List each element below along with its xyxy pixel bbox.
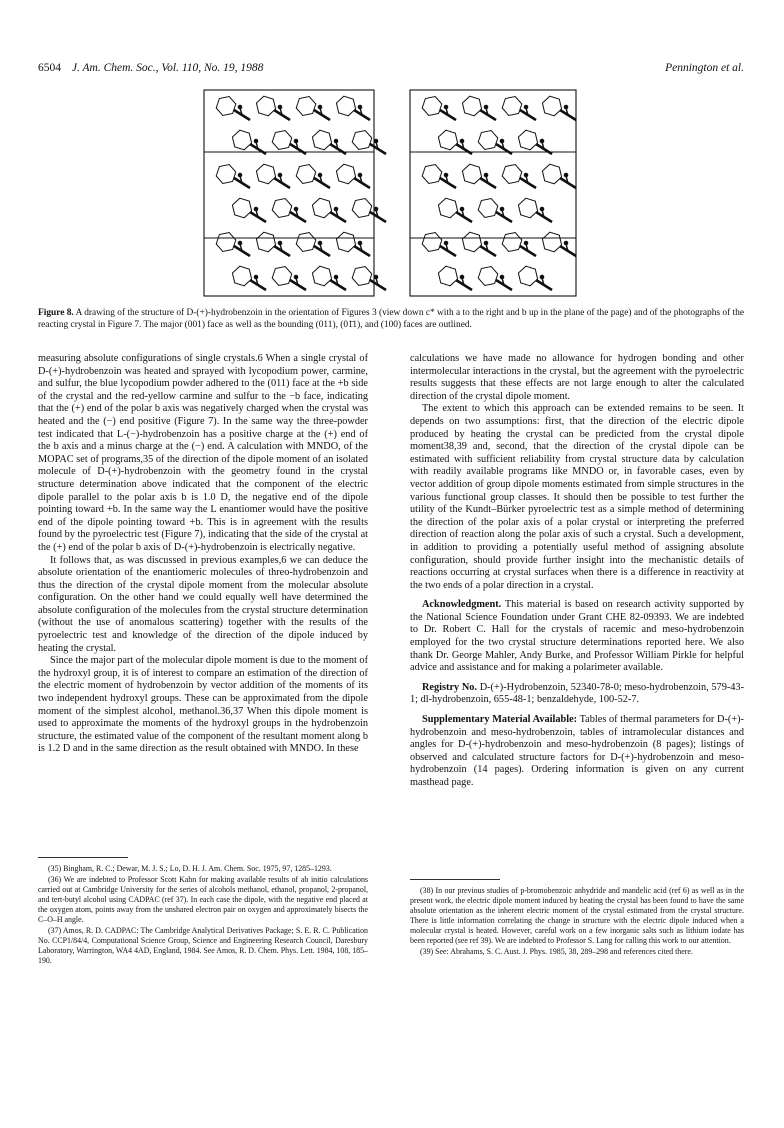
oxygen-atom (540, 275, 545, 280)
phenyl-ring (518, 266, 537, 286)
right-paragraph-2: The extent to which this approach can be extended remains to be seen. It depends on two assumptions: first, that the direction of the electric dipole produced by heating the crystal can be predicted from the crystal dipole moment38,39 and, second, that the direction of the crystal dipole can be estimated with sufficient reliability from crystal structure data by calculation with readily available programs like MNDO or, in favorable cases, even by vector addition of group dipole moments estimated from simple structures in the various functional group classes. It should then be possible to test further the utility of the Kundt–Bürker pyroelectric test as a simple method of determining the direction of the polar axis of a polar crystal or interpreting the preferred direction of reaction along the polar axis of such a crystal. Such a development, in addition to providing a potentially useful method of assigning absolute configuration, should provide further insight into the mechanistic details of reactions occurring at crystal surfaces when there is a difference in reactivity at the two ends of a polar direction in a crystal. (410, 403, 744, 591)
oxygen-atom (278, 173, 283, 178)
oxygen-atom (318, 173, 323, 178)
phenyl-ring (422, 165, 442, 184)
phenyl-ring (542, 96, 561, 116)
oxygen-atom (318, 241, 323, 246)
right-paragraph-1: calculations we have made no allowance for hydrogen bonding and other intermolecular interactions in the crystal, but the agreement with the pyroelectric results suggests that these effects are not large enough to alter the calculated direction of the crystal dipole moment. (410, 353, 744, 402)
acknowledgment (410, 599, 744, 675)
oxygen-atom (444, 105, 449, 110)
phenyl-ring (272, 199, 292, 218)
phenyl-ring (542, 164, 561, 184)
oxygen-atom (294, 207, 299, 212)
oxygen-atom (374, 275, 379, 280)
oxygen-atom (444, 241, 449, 246)
footnote-rule-left (38, 857, 128, 858)
phenyl-ring (216, 97, 236, 116)
oxygen-atom (540, 207, 545, 212)
supplementary-text: Tables of thermal parameters for D-(+)-hydrobenzoin and meso-hydrobenzoin, tables of intramolecular distances and angles for D-(+)-hydrobenzoin and meso-hydrobenzoin (8 pages); listings of observed and calculated structure factors for D-(+)-hydrobenzoin and meso-hydrobenzoin (14 pages). Ordering information is given on any current masthead page. (410, 714, 744, 788)
oxygen-atom (500, 139, 505, 144)
phenyl-ring (502, 97, 522, 116)
phenyl-ring (336, 96, 355, 116)
oxygen-atom (444, 173, 449, 178)
phenyl-ring (296, 165, 316, 184)
running-header (38, 62, 744, 78)
oxygen-atom (334, 275, 339, 280)
phenyl-ring (256, 232, 275, 252)
phenyl-ring (518, 130, 537, 150)
figure-8-stereo-drawing (200, 88, 580, 300)
oxygen-atom (484, 173, 489, 178)
phenyl-ring (232, 266, 251, 286)
registry-numbers (410, 682, 744, 707)
oxygen-atom (374, 207, 379, 212)
oxygen-atom (294, 275, 299, 280)
phenyl-ring (336, 232, 355, 252)
oxygen-atom (460, 139, 465, 144)
oxygen-atom (564, 105, 569, 110)
phenyl-ring (462, 96, 481, 116)
footnotes-right (410, 886, 744, 958)
phenyl-ring (438, 130, 457, 150)
phenyl-ring (542, 232, 561, 252)
acknowledgment-heading: Acknowledgment. (422, 599, 502, 611)
page-number: 6504 (38, 62, 61, 74)
oxygen-atom (254, 207, 259, 212)
right-column (410, 353, 744, 790)
phenyl-ring (272, 131, 292, 150)
oxygen-atom (294, 139, 299, 144)
oxygen-atom (334, 139, 339, 144)
phenyl-ring (502, 165, 522, 184)
figure-caption-text: A drawing of the structure of D-(+)-hydrobenzoin in the orientation of Figures 3 (view down c* with a to the right and b up in the plane of the page) and of the photographs of the reacting crystal in Figure 7. The major (001) face as well as the bounding (011), (01̄1), and (100) faces are outlined. (38, 308, 744, 330)
registry-text: D-(+)-Hydrobenzoin, 52340-78-0; meso-hydrobenzoin, 579-43-1; dl-hydrobenzoin, 655-48-1; benzaldehyde, 100-52-7. (410, 681, 745, 706)
header-left (38, 62, 263, 74)
oxygen-atom (278, 105, 283, 110)
oxygen-atom (524, 173, 529, 178)
phenyl-ring (478, 131, 498, 150)
oxygen-atom (564, 241, 569, 246)
oxygen-atom (254, 139, 259, 144)
phenyl-ring (478, 267, 498, 286)
phenyl-ring (438, 266, 457, 286)
phenyl-ring (296, 97, 316, 116)
phenyl-ring (352, 131, 372, 150)
oxygen-atom (500, 207, 505, 212)
phenyl-ring (216, 233, 236, 252)
oxygen-atom (278, 241, 283, 246)
phenyl-ring (256, 164, 275, 184)
oxygen-atom (500, 275, 505, 280)
phenyl-ring (272, 267, 292, 286)
oxygen-atom (254, 275, 259, 280)
left-paragraph-3: Since the major part of the molecular dipole moment is due to the moment of the hydroxyl group, it is of interest to compare an estimation of the direction of the electric moment of hydrobenzoin by vector addition of the moments of its two independent hydroxyl groups. These can be approximated from the dipole moment of the simplest alcohol, methanol.36,37 When this dipole moment is used to approximate the moments of the hydroxyl groups in the hydrobenzoin structure, the estimated value of the component of the resultant moment along b is 1.2 D and in the same direction as the result obtained with MNDO. In these (38, 655, 368, 755)
oxygen-atom (540, 139, 545, 144)
oxygen-atom (358, 173, 363, 178)
phenyl-ring (462, 232, 481, 252)
journal-citation: J. Am. Chem. Soc., Vol. 110, No. 19, 1988 (71, 62, 264, 74)
footnote-37: (37) Amos, R. D. CADPAC: The Cambridge Analytical Derivatives Package; S. E. R. C. Publication No. CCP1/84/4, Computational Science Group, Science and Engineering Research Council, Daresbury Laboratory, Warrington, WA4 4AD, England, 1984. See Amos, R. D. Chem. Phys. Lett. 1984, 108, 185–190. (38, 926, 368, 965)
supplementary-material (410, 714, 744, 790)
acknowledgment-text: This material is based on research activity supported by the National Science Foundation under Grant CHE 82-09393. We are indebted to Dr. Robert C. Hall for the crystals of racemic and meso-hydrobenzoin employed for the two crystal structure determinations reported here. We also thank Dr. George Mahler, Andy Burke, and Professor William Pirkle for helpful advice and assistance and for making a polarimeter available. (410, 599, 745, 674)
oxygen-atom (318, 105, 323, 110)
left-paragraph-1: measuring absolute configurations of single crystals.6 When a single crystal of D-(+)-hydrobenzoin was heated and sprayed with lycopodium power, carmine, and sulfur, the blue lycopodium powder adhered to the (011) face at the +b side of the crystal and the red-yellow carmine and sulfur to the −b face, indicating that the (+) end of the polar b axis was negatively charged when the crystal was heated and the (−) end positive (Figure 7). In the same way the three-powder test indicated that L-(−)-hydrobenzoin has a positive charge at the (+) end of the b axis and a minus charge at the (−) end. A calculation with MNDO, of the MOPAC set of programs,35 of the direction of the dipole moment of an isolated molecule of D-(+)-hydrobenzoin with the geometry found in the crystal structure determination above indicated that the component of the electric dipole parallel to the polar axis b is 1.0 D, the negative end of the dipole pointing toward +b. In the same way the L enantiomer would have the positive end of the dipole pointing toward +b. This is in agreement with the results found by the pyroelectric test (Figure 7), indicating that the side of the crystal at the (+) end of the polar b axis of D-(+)-hydrobenzoin is electrically negative. (38, 353, 368, 553)
registry-heading: Registry No. (422, 681, 478, 693)
phenyl-ring (256, 96, 275, 116)
phenyl-ring (462, 164, 481, 184)
phenyl-ring (312, 266, 331, 286)
oxygen-atom (484, 105, 489, 110)
oxygen-atom (484, 241, 489, 246)
oxygen-atom (524, 105, 529, 110)
phenyl-ring (216, 165, 236, 184)
footnote-39: (39) See: Abrahams, S. C. Aust. J. Phys. 1985, 38, 289–298 and references cited there. (420, 947, 693, 956)
phenyl-ring (232, 130, 251, 150)
footnote-38: (38) In our previous studies of p-bromobenzoic anhydride and mandelic acid (ref 6) as well as in the present work, the electric dipole moment induced by heating the crystal has been found to have the same absolute orientation as the inherent electric moment of the crystal estimated from the crystal structure. There is little information correlating the change in structure with the electric dipole induced when a molecular crystal is heated. However, careful work on a few inorganic salts such as lithium iodate has been reported (see ref 39). We are indebted to Professor S. Lang for calling this work to our attention. (410, 886, 744, 945)
oxygen-atom (460, 275, 465, 280)
supplementary-heading: Supplementary Material Available: (422, 714, 578, 726)
oxygen-atom (334, 207, 339, 212)
phenyl-ring (518, 198, 537, 218)
phenyl-ring (478, 199, 498, 218)
oxygen-atom (524, 241, 529, 246)
unit-cell-outline-right (410, 90, 576, 296)
oxygen-atom (358, 241, 363, 246)
footnote-35: (35) Bingham, R. C.; Dewar, M. J. S.; Lo, D. H. J. Am. Chem. Soc. 1975, 97, 1285–1293. (48, 864, 332, 873)
oxygen-atom (358, 105, 363, 110)
phenyl-ring (352, 267, 372, 286)
phenyl-ring (232, 198, 251, 218)
phenyl-ring (352, 199, 372, 218)
left-paragraph-2: It follows that, as was discussed in previous examples,6 we can deduce the absolute orientation of the enantiomeric molecules of threo-hydrobenzoin and thus the direction of the crystal dipole moment from the molecular absolute configuration. On the other hand we could equally well have determined the absolute configuration of the molecules from the crystal structure determination (without the use of anomalous scattering) together with the results of the pyroelectric test and knowledge of the direction of the dipole induced by heating the crystal. (38, 554, 368, 654)
phenyl-ring (422, 97, 442, 116)
header-authors: Pennington et al. (665, 62, 744, 74)
oxygen-atom (564, 173, 569, 178)
crystal-structure-drawing (200, 88, 580, 300)
phenyl-ring (336, 164, 355, 184)
phenyl-ring (438, 198, 457, 218)
footnotes-left (38, 864, 368, 967)
oxygen-atom (238, 105, 243, 110)
figure-caption-label: Figure 8. (38, 308, 74, 318)
phenyl-ring (296, 233, 316, 252)
oxygen-atom (238, 241, 243, 246)
footnote-rule-right (410, 879, 500, 880)
left-column (38, 353, 368, 756)
phenyl-ring (502, 233, 522, 252)
phenyl-ring (312, 130, 331, 150)
footnote-36: (36) We are indebted to Professor Scott Kahn for making available results of ab initio calculations carried out at Cambridge University for the series of alcohols methanol, ethanol, propanol, 2-propanol, and tert-butyl alcohol using CADPAC (ref 37). In each case the dipole, with the negative end placed at the oxygen atom, points away from the unshared electron pair on oxygen and approximately bisects the C–O–H angle. (38, 875, 368, 924)
figure-caption (38, 307, 744, 331)
phenyl-ring (422, 233, 442, 252)
phenyl-ring (312, 198, 331, 218)
oxygen-atom (460, 207, 465, 212)
oxygen-atom (374, 139, 379, 144)
oxygen-atom (238, 173, 243, 178)
